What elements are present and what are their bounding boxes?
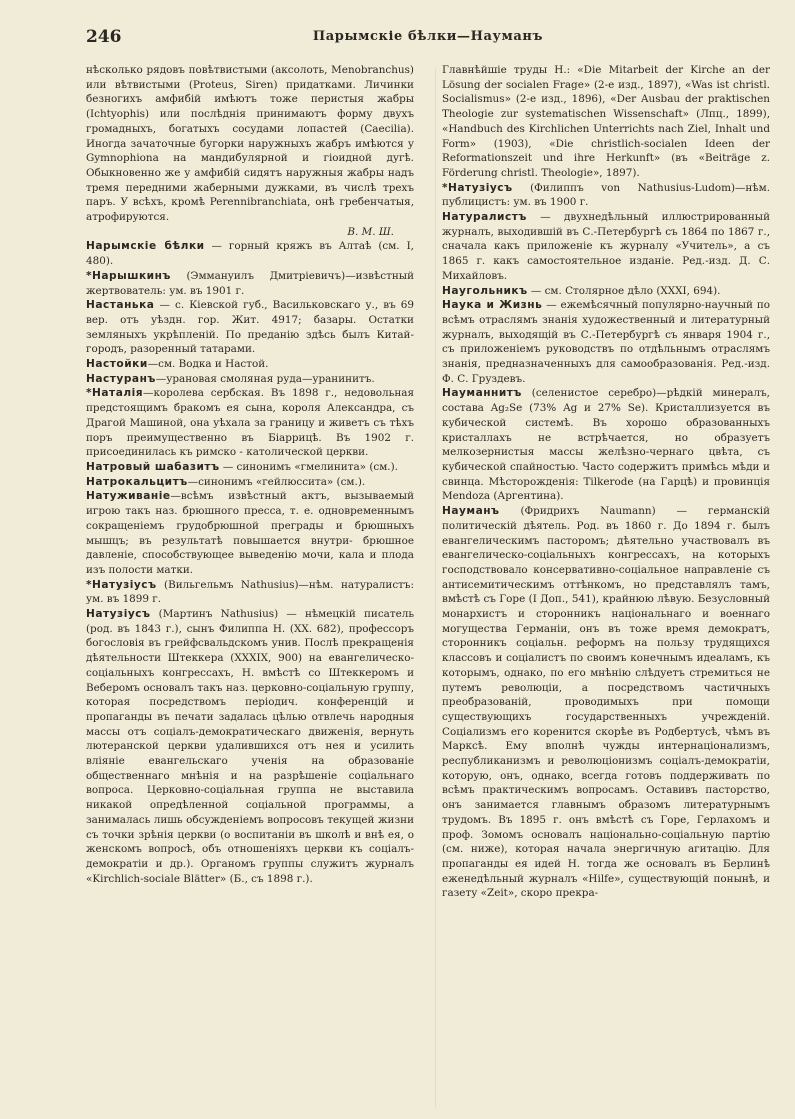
entry-text: (Вильгельмъ Nathusius)—нѣм. натуралистъ: ум. въ 1899 г. <box>86 578 414 606</box>
entry-text: — двухнедѣльный иллюстрированный журналъ, выходившій въ С.-Петербургѣ съ 1864 по 1867 г., сначала какъ приложеніе къ журналу «Учитель», а съ 1865 г. какъ самостоятельное изданіе. Ред.-изд. Д. С. Михайловъ. <box>442 211 770 282</box>
entry-text: —королева сербская. Въ 1898 г., недовольная предстоящимъ бракомъ ея сына, короля Александра, съ Драгой Машиной, она уѣхала за границу и живетъ съ тѣхъ поръ преимущественно въ Біаррицѣ. Въ 1902 г. присоединилась къ римско - католической церкви. <box>86 387 414 459</box>
encyclopedia-entry <box>442 298 770 386</box>
entry-headword: Натровый шабазитъ <box>86 460 220 473</box>
author-signature: В. М. Ш. <box>347 225 394 238</box>
entry-text: — горный кряжъ въ Алтаѣ (см. I, 480). <box>86 240 414 268</box>
entry-headword: *Натузіусъ <box>442 181 513 194</box>
encyclopedia-entry <box>86 269 414 298</box>
entry-text: — ежемѣсячный популярно-научный по всѣмъ отраслямъ знанія художественный и литературный журналъ, выходящій въ С.-Петербургѣ съ января 1904 г., съ приложеніемъ руководствъ по отдѣльнымъ отраслямъ знанія, предназначенныхъ для самообразованія. Ред.-изд. Ф. С. Груздевъ. <box>442 299 771 385</box>
entry-headword: *Натузіусъ <box>86 578 157 591</box>
entry-text: —см. Водка и Настой. <box>147 358 269 371</box>
page-header <box>86 27 770 53</box>
continued-text <box>442 63 770 181</box>
entry-headword: *Нарышкинъ <box>86 269 171 282</box>
page-number: 246 <box>86 27 122 47</box>
right-column <box>442 63 770 901</box>
entry-headword: Настанька <box>86 299 155 312</box>
entry-text: нѣсколько рядовъ повѣтвистыми (аксолоть, Menobranchus) или вѣтвистыми (Proteus, Siren) придатками. Личинки безногихъ амфибій имѣютъ тоже перистыя жабры (Ichtyophis) или послѣднія принимаютъ форму двухъ громадныхъ, богатыхъ сосудами лопастей (Caecilia). Иногда зачаточные бугорки наружныхъ жабръ имѣются у Gymnophiona на мандибулярной и гіоидной дугѣ. Обыкновенно же у амфибій сидятъ наружныя жабры надъ тремя передними жаберными дужками, въ числѣ трехъ паръ. У всѣхъ, кромѣ Perennibranchiata, онѣ гребенчатыя, атрофируются. <box>86 64 414 224</box>
entry-headword: Натуживаніе <box>86 490 171 503</box>
entry-headword: Нарымскіе бѣлки <box>86 240 205 253</box>
entry-text: —всѣмъ извѣстный актъ, вызываемый игрою такъ наз. брюшного пресса, т. е. одновременнымъ сокращеніемъ грудобрюшной преграды и брюшныхъ мышцъ; въ результатѣ повышается внутри- брюшное давленіе, способствующее выведенію мочи, кала и плода изъ полости матки. <box>86 490 414 576</box>
entry-text: —урановая смоляная руда—уранинитъ. <box>155 372 375 385</box>
entry-headword: Наука и Жизнь <box>442 299 543 312</box>
entry-headword: Натузіусъ <box>86 608 151 621</box>
entry-text: — синонимъ «гмелинита» (см.). <box>219 460 398 473</box>
entry-text: Главнѣйшіе труды Н.: «Die Mitarbeit der Kirche an der Lösung der socialen Frage» (2-е изд., 1897), «Was ist christl. Socialismus» (2-е изд., 1896), «Der Ausbau der praktischen Theologie zur systematischen Wissenschaft» (Лпц., 1899), «Handbuch des Kirchlichen Unterrichts nach Ziel, Inhalt und Form» (1903), «Die christlich-socialen Ideen der Reformationszeit und ihre Herkunft» (въ «Beiträge z. Förderung christl. Theologie», 1897). <box>442 64 770 179</box>
entry-headword: Науманнитъ <box>442 387 522 400</box>
encyclopedia-entry <box>86 386 414 460</box>
encyclopedia-entry <box>86 239 414 268</box>
entry-text: (Филиппъ von Nathusius-Ludom)—нѣм. публицистъ: ум. въ 1900 г. <box>442 181 770 209</box>
column-divider <box>435 68 436 1108</box>
entry-text: (Эммануилъ Дмитріевичъ)—извѣстный жертвователь: ум. въ 1901 г. <box>86 269 414 297</box>
entry-headword: Науманъ <box>442 505 500 518</box>
entry-headword: *Наталія <box>86 387 144 400</box>
encyclopedia-entry <box>86 489 414 577</box>
encyclopedia-entry <box>442 504 770 901</box>
encyclopedia-entry <box>86 475 414 490</box>
entry-headword: Настойки <box>86 358 148 371</box>
encyclopedia-entry <box>86 460 414 475</box>
entry-text: (селенистое серебро)—рѣдкій минералъ, состава Ag₂Se (73% Ag и 27% Se). Кристаллизуется въ кубической системѣ. Въ хорошо образованныхъ кристаллахъ не встрѣчается, но образуетъ мелкозернистыя массы желѣзно-чернаго цвѣта, съ кубической спайностью. Часто содержитъ примѣсь мѣди и свинца. Мѣсторожденія: Tilkerode (на Гарцѣ) и провинція Mendoza (Аргентина). <box>442 387 770 503</box>
running-title: Парымскіе бѣлки—Науманъ <box>312 29 544 44</box>
encyclopedia-entry <box>86 298 414 357</box>
encyclopedia-entry <box>86 607 414 886</box>
entry-headword: Наугольникъ <box>442 284 528 297</box>
continued-text <box>86 63 414 225</box>
entry-text: (Фридрихъ Naumann) — германскій политическій дѣятель. Род. въ 1860 г. До 1894 г. былъ евангелическимъ пасторомъ; дѣятельно участвовалъ въ евангелическо-соціальныхъ конгрессахъ, на которыхъ господствовало консервативно-соціальное направленіе съ антисемитическимъ оттѣнкомъ, но представлялъ тамъ, вмѣстѣ съ Горе (I Доп., 541), крайнюю лѣвую. Безусловный монархистъ и сторонникъ національнаго и военнаго могущества Германіи, онъ въ тоже время демократъ, сторонникъ соціальн. реформъ на пользу трудящихся классовъ и соціалистъ по своимъ конечнымъ идеаламъ, къ которымъ, однако, по его мнѣнію слѣдуетъ стремиться не путемъ революціи, а посредствомъ частичныхъ преобразованій, проводимыхъ при помощи существующихъ государственныхъ учрежденій. Соціализмъ его коренится скорѣе въ Родбертусѣ, чѣмъ въ Марксѣ. Ему вполнѣ чужды интернаціонализмъ, республиканизмъ и революціонизмъ соціалъ-демократіи, которую, онъ, однако, всегда готовъ поддерживать по всѣмъ практическимъ вопросамъ. Оставивъ пасторство, онъ занимается главнымъ образомъ литературнымъ трудомъ. Въ 1895 г. онъ вмѣстѣ съ Горе, Герлахомъ и проф. Зомомъ основалъ національно-соціальную партію (см. ниже), которая начала энергичную агитацію. Для пропаганды ея идей Н. тогда же основалъ въ Берлинѣ еженедѣльный журналъ «Hilfe», существующій понынѣ, и газету «Zeit», скоро прекра- <box>442 505 770 900</box>
encyclopedia-entry <box>86 578 414 607</box>
entry-headword: Натуралистъ <box>442 211 527 224</box>
entry-text: — см. Столярное дѣло (XXXI, 694). <box>527 284 721 297</box>
entry-text: —синонимъ «гейлюссита» (см.). <box>187 475 366 488</box>
entry-text: (Мартинъ Nathusius) — нѣмецкій писатель (род. въ 1843 г.), сынъ Филиппа Н. (XX. 682), профессоръ богословія въ грейфсвальдскомъ унив. Послѣ прекращенія дѣятельности Штеккера (XXXIX, 900) на евангелическо-соціальныхъ конгрессахъ, Н. вмѣстѣ со Штеккеромъ и Веберомъ основалъ такъ наз. церковно-соціальную группу, которая посредствомъ періодич. конференцій и пропаганды въ печати задалась цѣлью отвлечь народныя массы отъ соціалъ-демократическаго движенія, вернуть лютеранской церкви удалившихся отъ нея и усилить вліяніе евангельскаго ученія на образованіе общественнаго мнѣнія и на разрѣшеніе соціальнаго вопроса. Церковно-соціальная группа не выставила никакой опредѣленной соціальной программы, а занималась лишь обсужденіемъ вопросовъ текущей жизни съ точки зрѣнія церкви (о воспитаніи въ школѣ и внѣ ея, о женскомъ вопросѣ, объ отношеніяхъ церкви къ соціалъ-демократіи и др.). Органомъ группы служитъ журналъ «Kirchlich-sociale Blätter» (Б., съ 1898 г.). <box>86 608 414 885</box>
encyclopedia-entry <box>86 357 414 372</box>
encyclopedia-entry <box>86 372 414 387</box>
entry-headword: Натрокальцитъ <box>86 475 188 488</box>
encyclopedia-entry <box>442 210 770 284</box>
encyclopedia-entry <box>442 284 770 299</box>
entry-headword: Настуранъ <box>86 372 156 385</box>
encyclopedia-entry <box>442 386 770 504</box>
entry-text: — с. Кіевской губ., Васильковскаго у., въ 69 вер. отъ уѣздн. гор. Жит. 4917; базары. Остатки земляныхъ укрѣпленій. По преданію здѣсь былъ Китай-городъ, разоренный татарами. <box>86 299 414 356</box>
encyclopedia-entry <box>442 181 770 210</box>
left-column <box>86 63 414 886</box>
